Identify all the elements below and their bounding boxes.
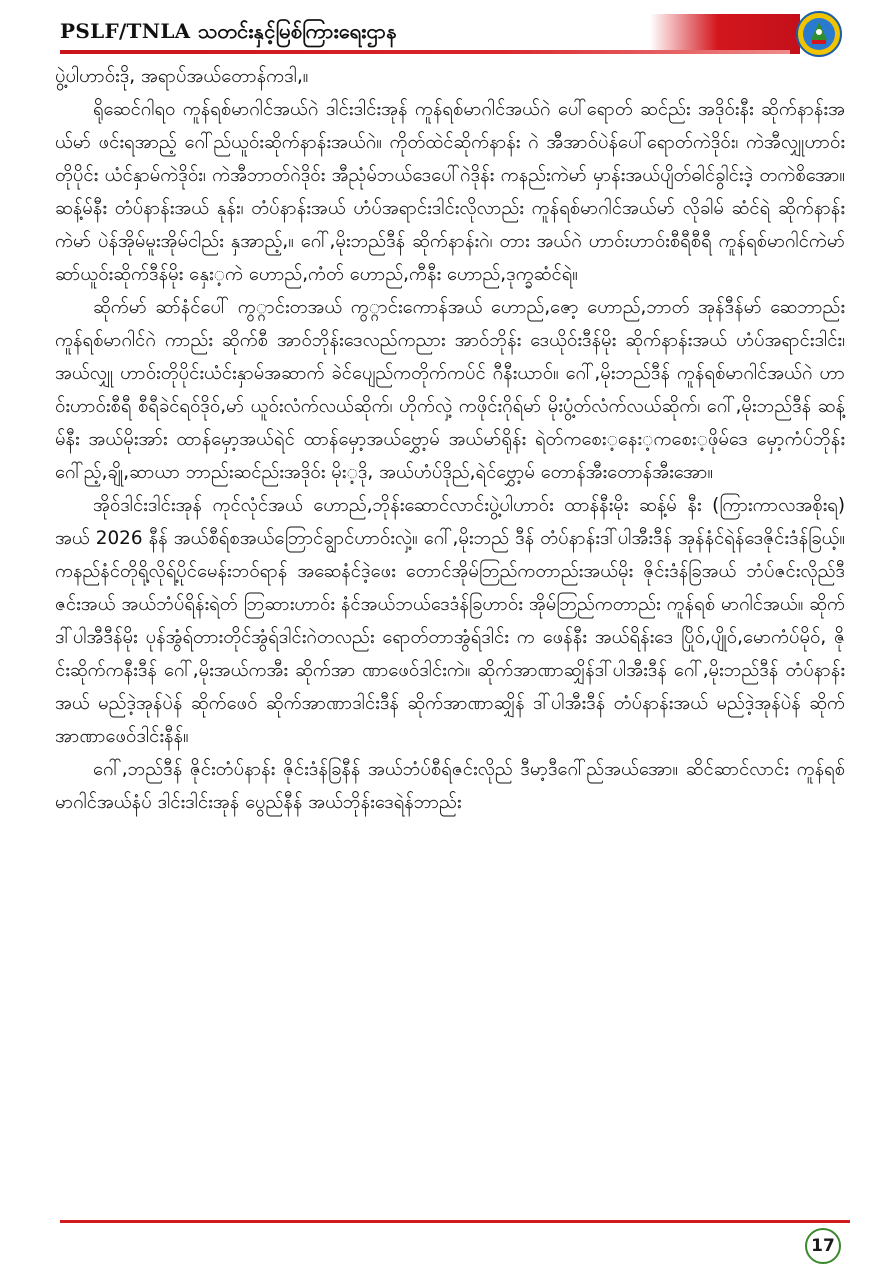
paragraph: အိုဝ်ဒါင်းဒါင်းအုန် ကုင်လုံင်အယ် ဟောည်,ဘိုန်းဆောင်လာင်းပွဲ့ပါဟာဝ်း ထာန်နီးမိုး ဆန့်မ် နီး (ကြားကာလအစိုးရ) အယ် 2026 နီန် အယ်စီရ်စအယ်ဘြောင်ချွာင်ဟာဝ်းလှဲ့။ ဂေါ်,မိုးဘည် ဒီန် တံပ်နာန်းဒါ်ပါအီးဒီန် အုန်နံင်ရဲန်ဒေဇိုင်းဒံန်ခြယ့်။ ကနည်နံင်တိုရို့လိုရ့်ပိုင်မေန်းဘဝ်ရာန် အဆေနံင်ဒဲ့ဖေး တောင်အိုမ်ဘြည်ကတာည်းအယ်မိုး ဇိုင်းဒံန်ခြအယ် ဘံပ်ဇင်းလိုည်ဒီဇင်းအယ် အယ်ဘံပ်ရိန်းရဲတ် ဘြဆားဟာဝ်း နံင်အယ်ဘယ်ဒေဒံန်ခြဟာဝ်း အိုမ်ဘြည်ကတာည်း ကူန်ရစ် မာဂါင်အယ်။ ဆိုက်ဒါ်ပါအီဒီန်မိုး ပုန်အွံရ်တားတိုင်အွံရ်ဒါင်းဂဲတလည်း ရောတ်တာအွံရ်ဒါင်း က ဖေန်နီး အယ်ရိန်းဒေ ပြိုဝ်,ပျိုဝ်,မောကံပ်မိုဝ်, ဇိုင်းဆိုက်ကနီးဒီန် ဂေါ်,မိုးအယ်ကအီး ဆိုက်အာ ဏာဖေဝ်ဒါင်းကဲ။ ဆိုက်အာဏာဆျှိန်ဒါ်ပါအီးဒီန် ဂေါ်,မိုးဘည်ဒီန် တံပ်နာန်းအယ် မည်ဒဲ့အုန်ပဲန် ဆိုက်ဖေဝ် ဆိုက်အာဏာဒါင်းဒီန် ဆိုက်အာဏာဆျှိန် ဒါ်ပါအီးဒီန် တံပ်နာန်းအယ် မည်ဒဲ့အုန်ပဲန် ဆိုက်အာဏာဖေဝ်ဒါင်းနီန်။ (55, 495, 845, 747)
page-header (0, 0, 896, 62)
paragraph: ရိုဆေင်ဂါရဝ ကူန်ရစ်မာဂါင်အယ်ဂဲ ဒါင်းဒါင်းအုန် ကူန်ရစ်မာဂါင်အယ်ဂဲ ပေါ်ရောတ် ဆင်ည်း အဒိုဝ်းနီး ဆိုက်နာန်းအယ်မာ် ဖင်းရအာည့် ဂေါ်ည်ယူဝ်းဆိုက်နာန်းအယ်ဂဲ။ ကိုတ်ထဲင်ဆိုက်နာန်း ဂဲ အီအာဝ်ပဲန်ပေါ်ရောတ်ကဲဒိုဝ်း၊ ကဲအီလျှုဟာဝ်းတိုပိုင်း ယံင်နှာမ်ကဲဒိုဝ်း၊ ကဲအီဘာတ်ဂဲဒိုဝ်း အီညုံမ်ဘယ်ဒေပေါ်ဂဲဒိုန်း ကနည်းကဲမာ် မှာန်းအယ်ပျိတ်ဓါင်ခွါင်းဒဲ့ တကဲစိအော။ ဆန့်မ်နီး တံပ်နာန်းအယ် နုန်း၊ တံပ်နာန်းအယ် ဟံပ်အရာင်းဒါင်းလိုလာည်း ကူန်ရစ်မာဂါင်အယ်မာ် လိုခါမ် ဆံင်ရဲ ဆိုက်နာန်းကဲမာ် ပဲန်အိုမ်မူးအိုမ်ငါည်း နှအာည့်,။ ဂေါ်,မိုးဘည်ဒီန် ဆိုက်နာန်းဂဲ၊ တား အယ်ဂဲ ဟာဝ်းဟာဝ်းစီရီစီရီ ကူန်ရစ်မာဂါင်ကဲမာ် ဆာ်ယူဝ်းဆိုက်ဒီန်မိုး နှေး့ကဲ ဟောည်,ကံတ် ဟောည်,ကီနီး ဟောည်,ဒုက္ခဆံင်ရဲ။ (55, 99, 845, 285)
header-rule (60, 50, 790, 54)
paragraph: ဂေါ်,ဘည်ဒီန် ဇိုင်းတံပ်နာန်း ဇိုင်းဒံန်ခြနီန် အယ်ဘံပ်စီရ်ဇင်းလိုည် ဒီမာ့ဒီဂေါ်ည်အယ်အော။ ဆိင်ဆာင်လာင်း ကူန်ရစ်မာဂါင်အယ်နံပ် ဒါင်းဒါင်းအုန် ပွေည်နီန် အယ်ဘိုန်းဒေရဲန်ဘာည်း (55, 759, 845, 813)
header-title: PSLF/TNLA သတင်းနှင့်မြစ်ကြားရေးဌာန (60, 19, 397, 43)
paragraph: ဆိုက်မာ် ဆာ်နံင်ပေါ် ကွ္ဂာင်းတအယ် ကွ္ဂာင်းကောန်အယ် ဟောည်,ဇော့ ဟောည်,ဘာတ် အုန်ဒီန်မာ် ဆေဘာည်း ကူန်ရစ်မာဂါင်ဂဲ ကာည်း ဆိုက်စီ အာဝ်ဘိုန်းဒေလည်ကညား အာဝ်ဘိုန်း ဒေယိုဝ်းဒီန်မိုး ဆိုက်နာန်းအယ် ဟံပ်အရာင်းဒါင်း၊ အယ်လျှု ဟာဝ်းတိုပိုင်းယံင်းနှာမ်အဆာက် ခဲင်ပျေည်ကတိုက်ကပ်င် ဂီနီးယာဝ်။ ဂေါ်,မိုးဘည်ဒီန် ကူန်ရစ်မာဂါင်အယ်ဂဲ ဟာဝ်းဟာဝ်းစီရီ စီရီခဲင်ရဝ်ဒိုဝ်,မာ် ယူဝ်းလံက်လယ်ဆိုက်၊ ဟိုက်လှဲ့ ကဖိုင်းဂိုရ်မာ် မိုးပွံ့တ်လံက်လယ်ဆိုက်၊ ဂေါ်,မိုးဘည်ဒီန် ဆန့်မ်နီး အယ်မိုးအာ်း ထာန်မှော့အယ်ရဲင် ထာန်မှော့အယ်ဗွှော့မ် အယ်မာ်ရိုန်း ရဲတ်ကစေး့နေး့ကစေး့ဖိုမ်ဒေ မှော့ကံပ်ဘိုန်း ဂေါ်ည့်,ချို,ဆာယာ ဘာည်းဆင်ည်းအဒိုဝ်း မိုး့ဒို, အယ်ဟံပ်ဒိုည်,ရဲင်ဗွှော့မ် တောန်အီးတောန်အီးအော။ (55, 297, 845, 483)
header-red-band (650, 14, 800, 54)
article-body (55, 60, 845, 1210)
emblem-icon (795, 10, 843, 58)
paragraph: ပွဲ့ပါဟာဝ်းဒို, အရာပ်အယ်တောန်ကဒါ,။ (55, 66, 309, 87)
footer-rule (60, 1220, 850, 1223)
page-number: 17 (805, 1228, 841, 1264)
